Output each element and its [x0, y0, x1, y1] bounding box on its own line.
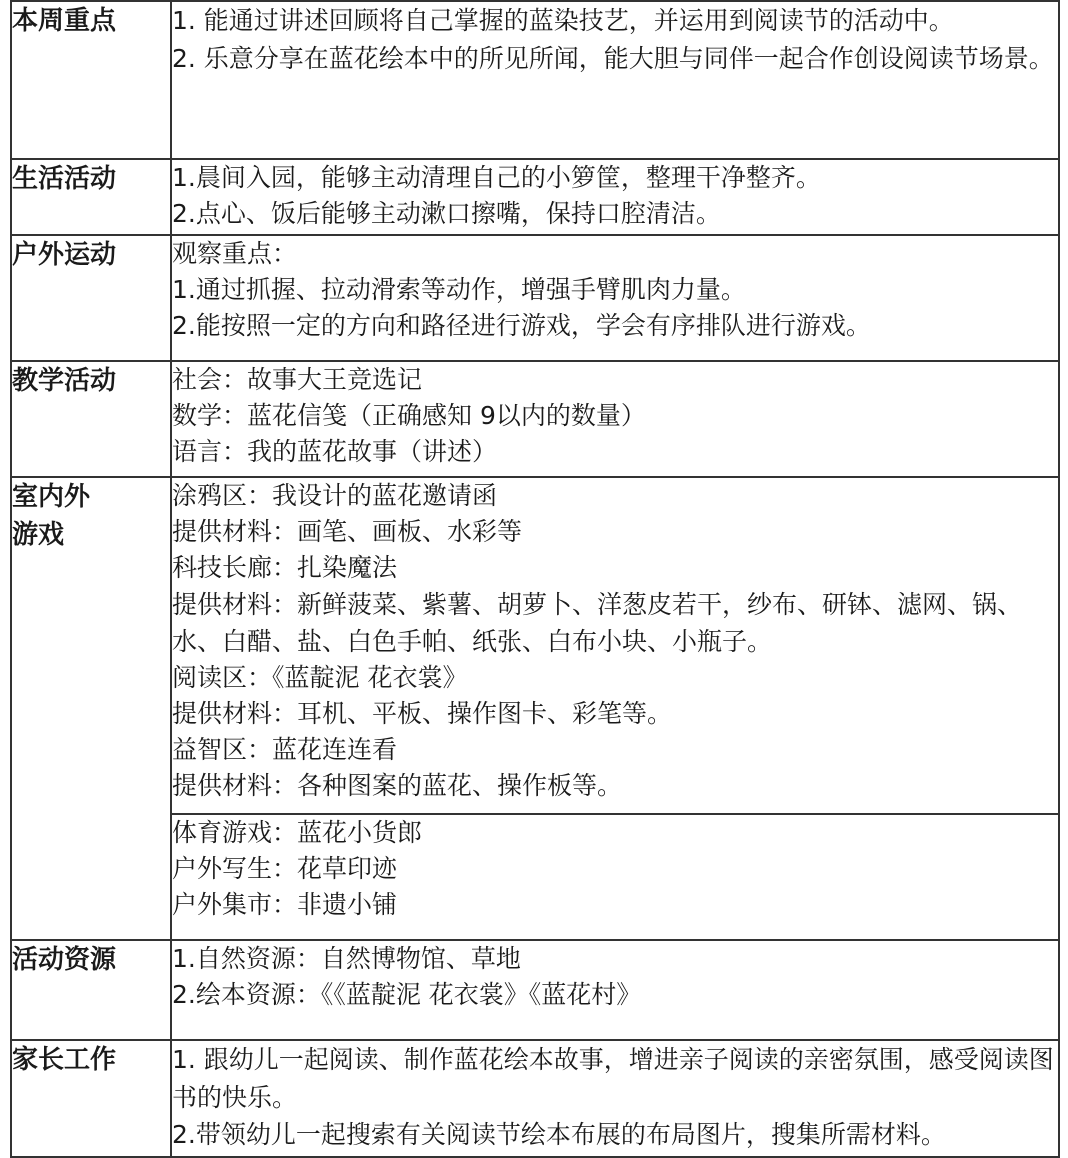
text-line: 阅读区：《蓝靛泥 花衣裳》 — [172, 663, 468, 692]
row-label-daily-life: 生活活动 — [11, 159, 171, 235]
row-label-games-line2: 游戏 — [12, 520, 65, 550]
row-label-resources: 活动资源 — [11, 940, 171, 1040]
text-line: 社会：故事大王竞选记 — [172, 365, 423, 394]
row-label-teaching: 教学活动 — [11, 361, 171, 477]
text-line: 1.晨间入园，能够主动清理自己的小箩筐，整理干净整齐。 — [172, 163, 821, 192]
row-label-weekly-focus: 本周重点 — [11, 1, 171, 159]
text-line: 2.带领幼儿一起搜索有关阅读节绘本布展的布局图片，搜集所需材料。 — [172, 1120, 946, 1149]
row-daily-life — [11, 159, 1059, 235]
text-line: 涂鸦区：我设计的蓝花邀请函 — [172, 481, 498, 510]
text-line: 1.自然资源：自然博物馆、草地 — [172, 944, 521, 973]
text-line: 观察重点： — [172, 239, 298, 268]
text-line: 提供材料：画笔、画板、水彩等 — [172, 517, 523, 546]
cell-teaching — [171, 361, 1059, 477]
row-weekly-focus — [11, 1, 1059, 159]
text-line: 数学：蓝花信笺（正确感知 9以内的数量） — [172, 401, 646, 430]
text-line: 2. 乐意分享在蓝花绘本中的所见所闻，能大胆与同伴一起合作创设阅读节场景。 — [172, 44, 1054, 73]
cell-parent-work — [171, 1040, 1059, 1157]
text-line: 提供材料：各种图案的蓝花、操作板等。 — [172, 771, 623, 800]
row-resources — [11, 940, 1059, 1040]
row-games-indoor — [11, 477, 1059, 814]
cell-indoor-games — [171, 477, 1059, 814]
text-line: 科技长廊：扎染魔法 — [172, 553, 398, 582]
text-line: 2.能按照一定的方向和路径进行游戏，学会有序排队进行游戏。 — [172, 311, 871, 340]
cell-resources — [171, 940, 1059, 1040]
text-line: 1.通过抓握、拉动滑索等动作，增强手臂肌肉力量。 — [172, 275, 746, 304]
row-label-outdoor-exercise: 户外运动 — [11, 235, 171, 361]
row-parent-work — [11, 1040, 1059, 1157]
cell-outdoor-exercise — [171, 235, 1059, 361]
text-line: 益智区：蓝花连连看 — [172, 735, 398, 764]
text-line: 提供材料：新鲜菠菜、紫薯、胡萝卜、洋葱皮若干，纱布、研钵、滤网、锅、水、白醋、盐、白色手帕、纸张、白布小块、小瓶子。 — [172, 590, 1023, 656]
text-line: 1. 跟幼儿一起阅读、制作蓝花绘本故事，增进亲子阅读的亲密氛围，感受阅读图书的快乐。 — [172, 1045, 1054, 1112]
text-line: 2.点心、饭后能够主动漱口擦嘴，保持口腔清洁。 — [172, 199, 721, 228]
cell-daily-life — [171, 159, 1059, 235]
text-line: 提供材料：耳机、平板、操作图卡、彩笔等。 — [172, 699, 673, 728]
weekly-plan-table — [10, 0, 1060, 1158]
cell-outdoor-games — [171, 814, 1059, 940]
row-label-parent-work: 家长工作 — [11, 1040, 171, 1157]
row-label-games-line1: 室内外 — [12, 482, 91, 512]
row-outdoor-exercise — [11, 235, 1059, 361]
row-label-games — [11, 477, 171, 940]
text-line: 户外集市：非遗小铺 — [172, 890, 398, 919]
text-line: 2.绘本资源：《《蓝靛泥 花衣裳》《蓝花村》 — [172, 980, 642, 1009]
text-line: 1. 能通过讲述回顾将自己掌握的蓝染技艺，并运用到阅读节的活动中。 — [172, 6, 954, 35]
row-teaching — [11, 361, 1059, 477]
text-line: 户外写生：花草印迹 — [172, 854, 398, 883]
text-line: 体育游戏：蓝花小货郎 — [172, 818, 423, 847]
text-line: 语言：我的蓝花故事（讲述） — [172, 437, 498, 466]
cell-weekly-focus — [171, 1, 1059, 159]
